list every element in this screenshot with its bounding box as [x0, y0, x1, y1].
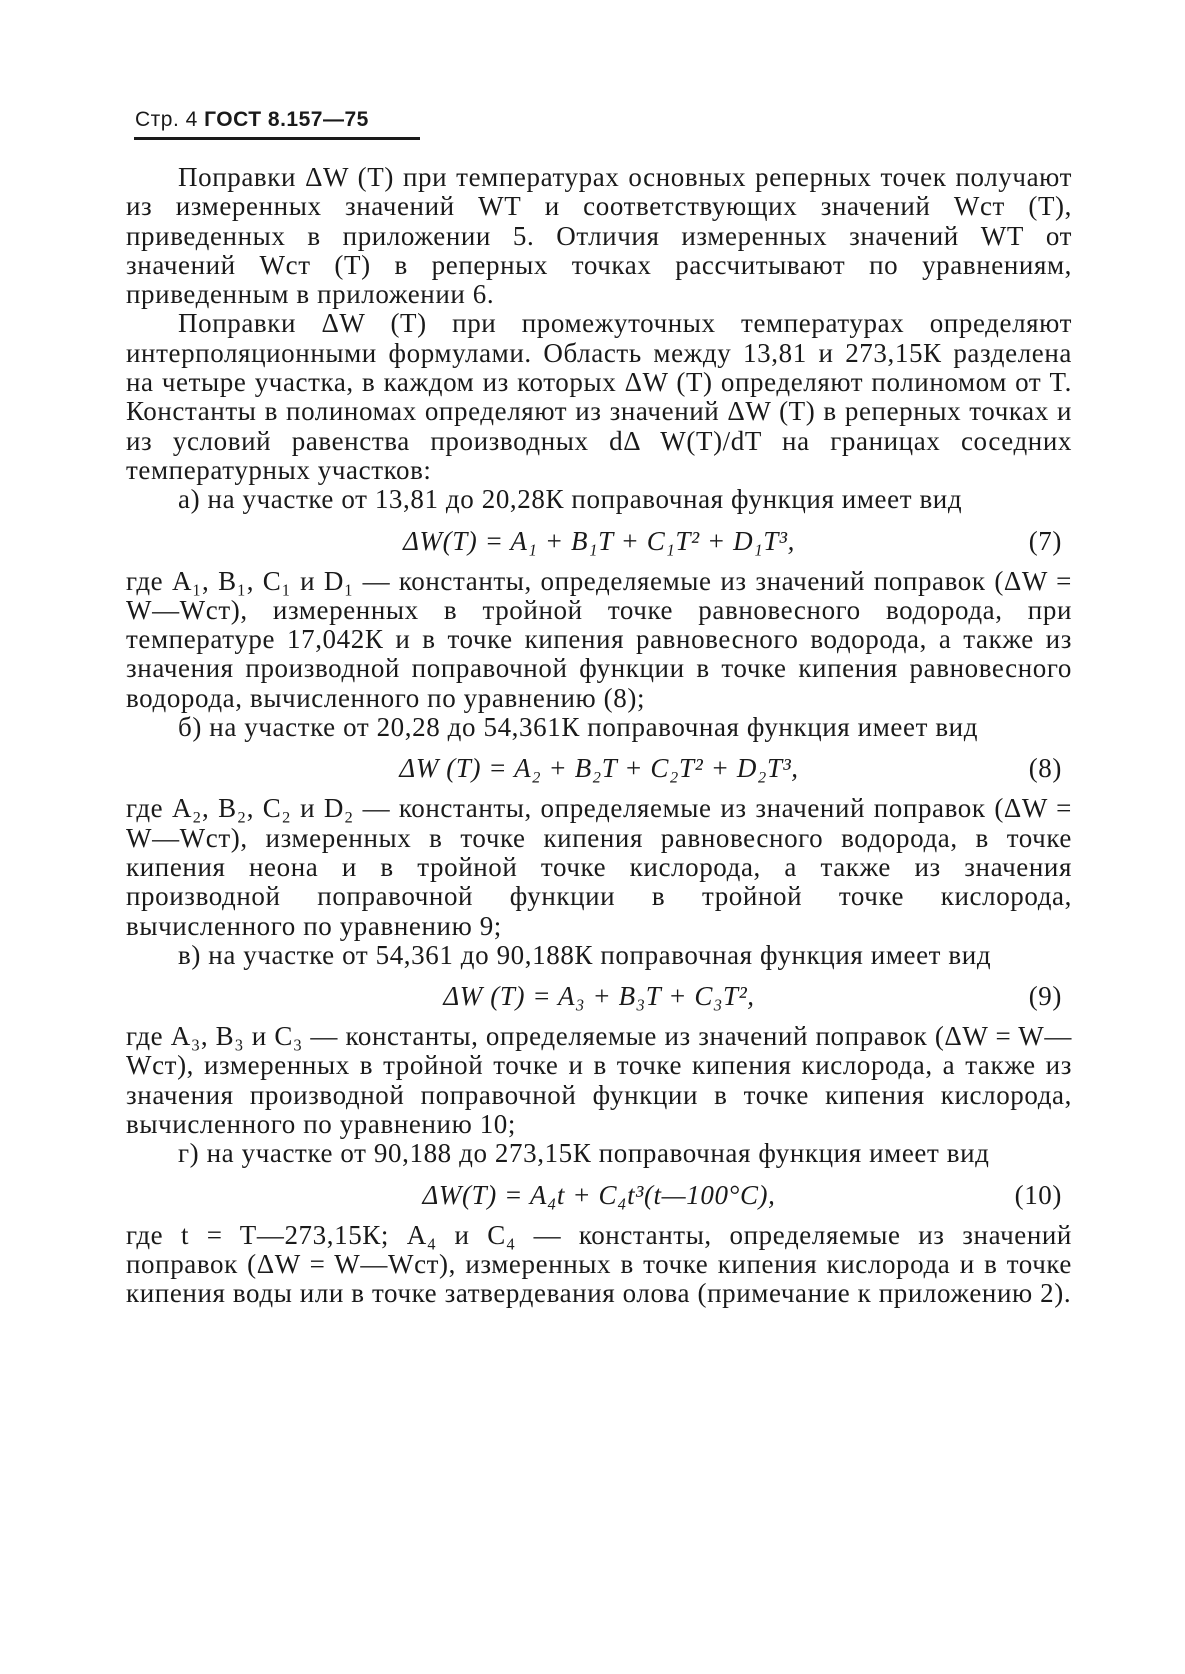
formula-8-number: (8)	[1028, 753, 1062, 784]
formula-9-number: (9)	[1028, 981, 1062, 1012]
formula-8-expression: ΔW (T) = A₂ + B₂T + C₂T² + D₂T³,	[399, 753, 799, 784]
standard-number: ГОСТ 8.157—75	[204, 108, 369, 131]
formula-7	[126, 515, 1072, 567]
page-label: Стр. 4	[135, 108, 198, 131]
item-c-intro: в) на участке от 54,361 до 90,188К поправочная функция имеет вид	[178, 939, 992, 970]
item-c-description: где A₃, B₃ и C₃ — константы, определяемые из значений поправок (ΔW = W—Wст), измеренных в тройной точке и в точке кипения кислорода, а также из значения производной поправочной функции в точке кипения кислорода, вычисленного по уравнению 10;	[126, 1021, 1072, 1140]
item-a-intro: а) на участке от 13,81 до 20,28К поправочная функция имеет вид	[178, 484, 963, 515]
formula-7-number: (7)	[1028, 525, 1062, 556]
item-d-intro: г) на участке от 90,188 до 273,15К поправочная функция имеет вид	[178, 1138, 990, 1169]
paragraph-intro-corrections: Поправки ΔW (T) при температурах основных реперных точек получают из измеренных значений WТ и соответствующих значений Wст (T), приведенных в приложении 5. Отличия измеренных значений WТ от значений Wст (T) в реперных точках рассчитывают по уравнениям, приведенным в приложении 6.	[126, 162, 1072, 310]
paragraph-intermediate-temperatures: Поправки ΔW (T) при промежуточных температурах определяют интерполяционными формулами. Область между 13,81 и 273,15К разделена на четыре участка, в каждом из которых ΔW (T) определяют полиномом от T. Константы в полиномах определяют из значений ΔW (T) в реперных точках и из условий равенства производных dΔ W(T)/dT на границах соседних температурных участков:	[126, 308, 1072, 485]
item-d-description: где t = T—273,15К; A₄ и C₄ — константы, определяемые из значений поправок (ΔW = W—Wст), измеренных в точке кипения кислорода и в точке кипения воды или в точке затвердевания олова (примечание к приложению 2).	[126, 1219, 1072, 1309]
formula-9-expression: ΔW (T) = A₃ + B₃T + C₃T²,	[443, 981, 755, 1012]
item-b-intro: б) на участке от 20,28 до 54,361К поправочная функция имеет вид	[178, 712, 979, 743]
page-header	[135, 108, 369, 132]
formula-10-expression: ΔW(T) = A₄t + C₄t³(t—100°C),	[422, 1179, 776, 1210]
document-body	[126, 163, 1072, 1309]
formula-10-number: (10)	[1014, 1179, 1062, 1210]
header-rule	[134, 137, 420, 140]
formula-7-expression: ΔW(T) = A₁ + B₁T + C₁T² + D₁T³,	[403, 525, 795, 556]
formula-8	[126, 742, 1072, 794]
formula-9	[126, 970, 1072, 1022]
formula-10	[126, 1169, 1072, 1221]
item-a-description: где A₁, B₁, C₁ и D₁ — константы, определяемые из значений поправок (ΔW = W—Wст), измеренных в тройной точке равновесного водорода, при температуре 17,042К и в точке кипения равновесного водорода, а также из значения производной поправочной функции в точке кипения равновесного водорода, вычисленного по уравнению (8);	[126, 565, 1072, 713]
item-b-description: где A₂, B₂, C₂ и D₂ — константы, определяемые из значений поправок (ΔW = W—Wст), измеренных в точке кипения равновесного водорода, в точке кипения неона и в тройной точке кислорода, а также из значения производной поправочной функции в тройной точке кислорода, вычисленного по уравнению 9;	[126, 793, 1072, 941]
